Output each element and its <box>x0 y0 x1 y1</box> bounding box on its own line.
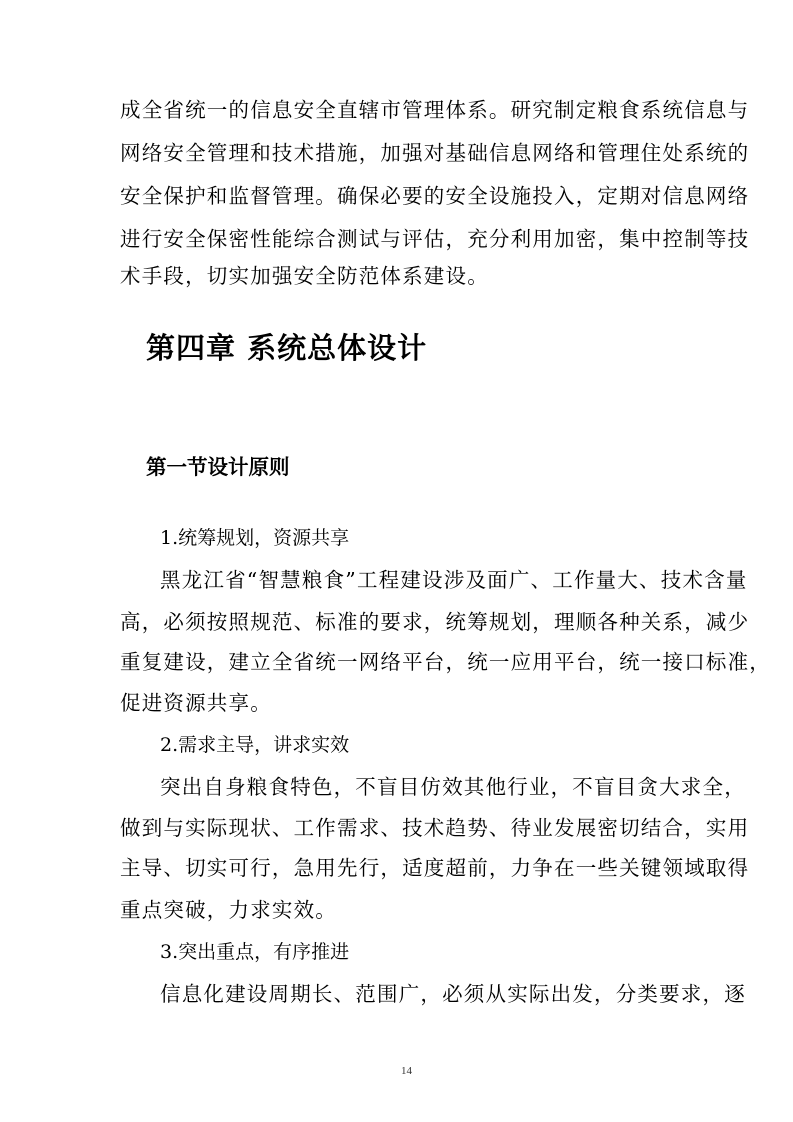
principle-heading: 2.需求主导，讲求实效 <box>160 734 350 756</box>
principle-heading: 1.统筹规划，资源共享 <box>160 527 350 549</box>
paragraph-line: 成全省统一的信息安全直辖市管理体系。研究制定粮食系统信息与 <box>120 98 750 122</box>
paragraph-line: 做到与实际现状、工作需求、技术趋势、待业发展密切结合，实用 <box>120 816 750 840</box>
paragraph-line: 安全保护和监督管理。确保必要的安全设施投入，定期对信息网络 <box>120 184 750 208</box>
paragraph-line: 信息化建设周期长、范围广，必须从实际出发，分类要求，逐 <box>160 982 746 1006</box>
paragraph-line: 进行安全保密性能综合测试与评估，充分利用加密，集中控制等技 <box>120 227 750 251</box>
paragraph-line: 黑龙江省“智慧粮食”工程建设涉及面广、工作量大、技术含量 <box>160 568 748 592</box>
paragraph-line: 高，必须按照规范、标准的要求，统筹规划，理顺各种关系，减少 <box>120 610 750 634</box>
paragraph-line: 促进资源共享。 <box>120 691 272 715</box>
paragraph-line: 术手段，切实加强安全防范体系建设。 <box>120 264 489 288</box>
paragraph-line: 网络安全管理和技术措施，加强对基础信息网络和管理住处系统的 <box>120 141 750 165</box>
section-title: 第一节设计原则 <box>146 455 290 479</box>
page-number: 14 <box>401 1065 412 1077</box>
paragraph-line: 主导、切实可行，急用先行，适度超前，力争在一些关键领域取得 <box>120 856 750 880</box>
paragraph-line: 重点突破，力求实效。 <box>120 898 337 922</box>
chapter-title: 第四章 系统总体设计 <box>146 331 428 365</box>
principle-heading: 3.突出重点，有序推进 <box>160 941 350 963</box>
paragraph-line: 重复建设，建立全省统一网络平台，统一应用平台，统一接口标准， <box>120 650 771 674</box>
paragraph-line: 突出自身粮食特色，不盲目仿效其他行业，不盲目贪大求全， <box>160 775 746 799</box>
